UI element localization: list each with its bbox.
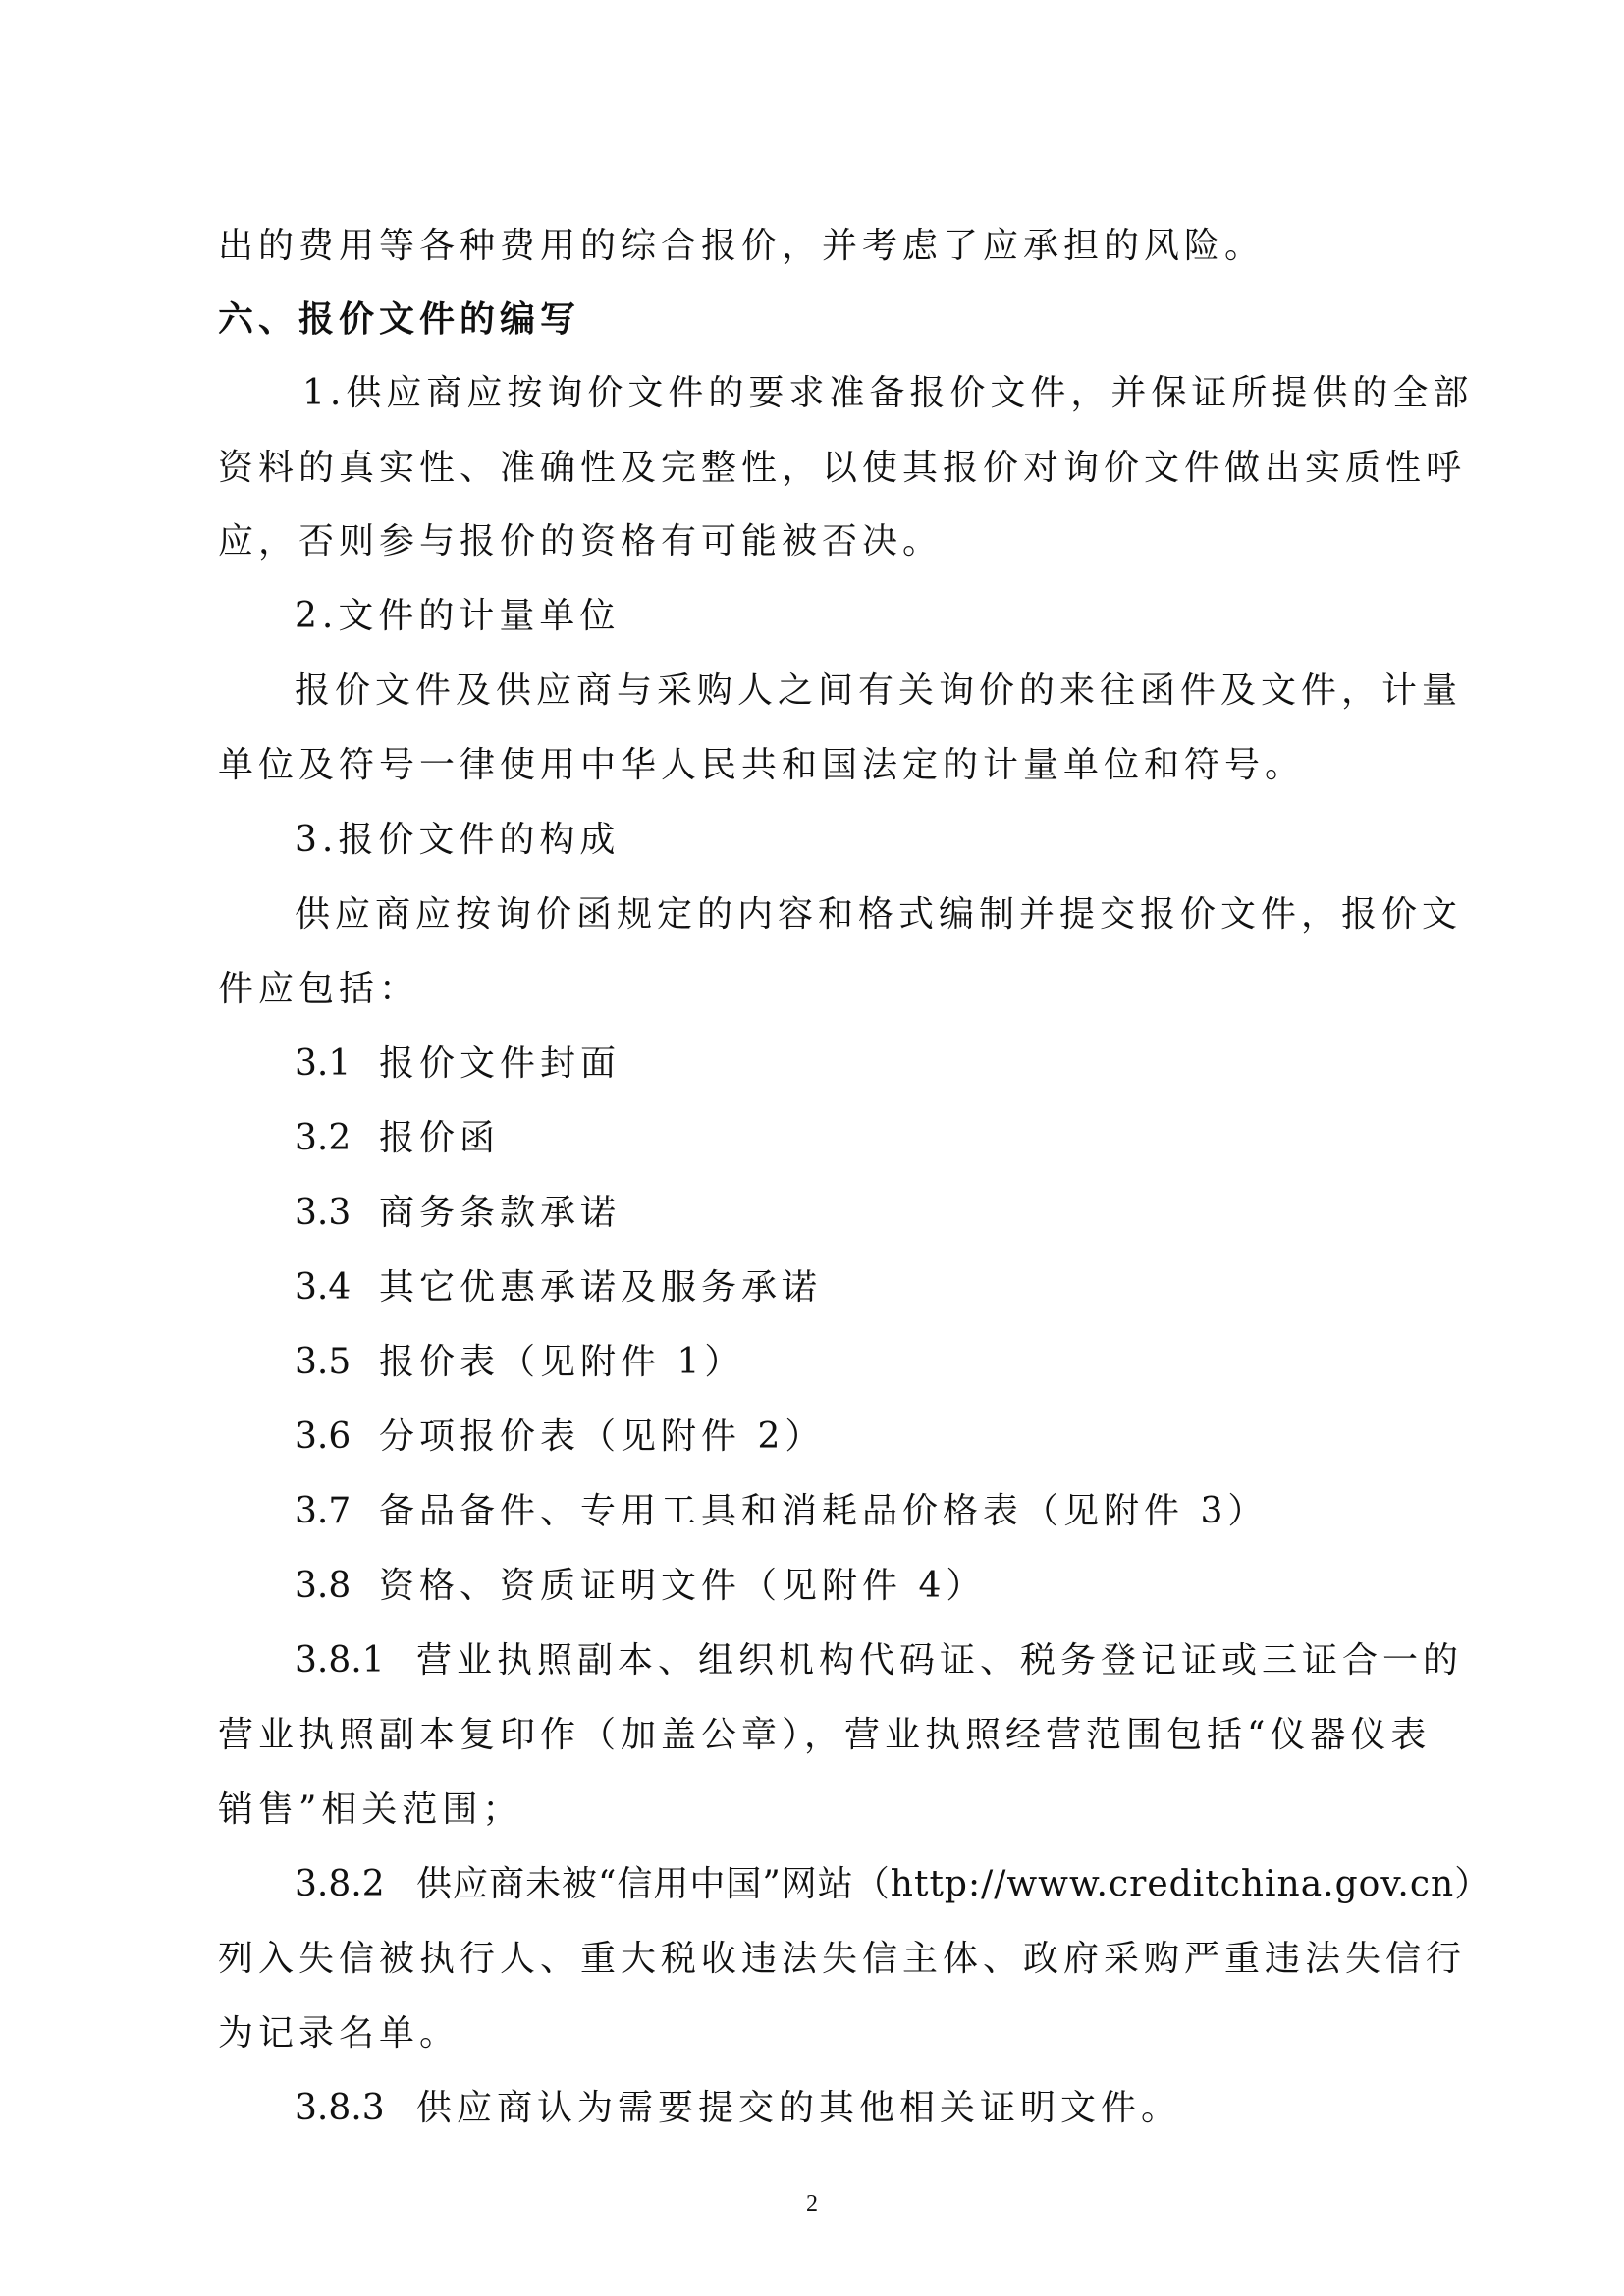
list-item-text: 商务条款承诺 <box>379 1193 622 1233</box>
list-item <box>295 1490 1268 1533</box>
list-item-number: 3.3 <box>295 1193 352 1233</box>
list-item-number: 3.5 <box>295 1342 352 1382</box>
sub-list-item-number: 3.8.2 <box>295 1864 385 1904</box>
list-item <box>295 1415 825 1459</box>
list-item-text: 报价函 <box>379 1118 501 1158</box>
sub-list-item <box>295 1639 1463 1682</box>
sub-list-item <box>295 2087 1181 2130</box>
list-item <box>295 1117 500 1160</box>
sub-list-item-text: 供应商认为需要提交的其他相关证明文件。 <box>416 2088 1182 2128</box>
list-item-text: 资格、资质证明文件（见附件 4） <box>379 1566 987 1606</box>
paragraph-line: 1.供应商应按询价文件的要求准备报价文件，并保证所提供的全部 <box>302 373 1474 413</box>
paragraph-line: 应，否则参与报价的资格有可能被否决。 <box>218 521 944 561</box>
paragraph-line: 资料的真实性、准确性及完整性，以使其报价对询价文件做出实质性呼 <box>218 448 1467 488</box>
list-item-number: 3.6 <box>295 1416 352 1457</box>
sub-list-item-text: 营业执照副本、组织机构代码证、税务登记证或三证合一的 <box>416 1640 1464 1681</box>
list-item-number: 3.8 <box>295 1566 352 1606</box>
paragraph-line: 列入失信被执行人、重大税收违法失信主体、政府采购严重违法失信行 <box>218 1939 1467 1979</box>
subsection-title: 3.报价文件的构成 <box>295 820 621 860</box>
paragraph-line: 销售”相关范围； <box>218 1789 523 1830</box>
list-item-number: 3.1 <box>295 1043 352 1084</box>
list-item <box>295 1042 621 1086</box>
paragraph-line: 报价文件及供应商与采购人之间有关询价的来往函件及文件，计量 <box>295 670 1463 711</box>
section-heading: 六、报价文件的编写 <box>218 298 581 340</box>
list-item-number: 3.2 <box>295 1118 352 1158</box>
subsection-title: 2.文件的计量单位 <box>295 596 621 636</box>
list-item <box>295 1192 621 1235</box>
list-item-text: 报价文件封面 <box>379 1043 622 1084</box>
paragraph-line: 供应商应按询价函规定的内容和格式编制并提交报价文件，报价文 <box>295 894 1463 934</box>
list-item <box>295 1266 822 1309</box>
list-item-number: 3.7 <box>295 1491 352 1531</box>
list-item-text: 其它优惠承诺及服务承诺 <box>379 1267 823 1308</box>
page-number: 2 <box>806 2191 818 2216</box>
list-item-number: 3.4 <box>295 1267 352 1308</box>
sub-list-item <box>295 1863 1490 1906</box>
list-item <box>295 1565 986 1608</box>
paragraph-line: 营业执照副本复印作（加盖公章），营业执照经营范围包括“仪器仪表 <box>218 1715 1432 1755</box>
list-item-text: 备品备件、专用工具和消耗品价格表（见附件 3） <box>379 1491 1269 1531</box>
sub-list-item-number: 3.8.3 <box>295 2088 385 2128</box>
list-item <box>295 1341 744 1384</box>
paragraph-line: 出的费用等各种费用的综合报价，并考虑了应承担的风险。 <box>218 226 1266 266</box>
list-item-text: 分项报价表（见附件 2） <box>379 1416 826 1457</box>
paragraph-line: 为记录名单。 <box>218 2013 460 2054</box>
sub-list-item-text: 供应商未被“信用中国”网站（http://www.creditchina.gov.cn） <box>416 1864 1491 1904</box>
sub-list-item-number: 3.8.1 <box>295 1640 385 1681</box>
paragraph-line: 件应包括： <box>218 969 420 1009</box>
paragraph-line: 单位及符号一律使用中华人民共和国法定的计量单位和符号。 <box>218 745 1306 785</box>
list-item-text: 报价表（见附件 1） <box>379 1342 745 1382</box>
